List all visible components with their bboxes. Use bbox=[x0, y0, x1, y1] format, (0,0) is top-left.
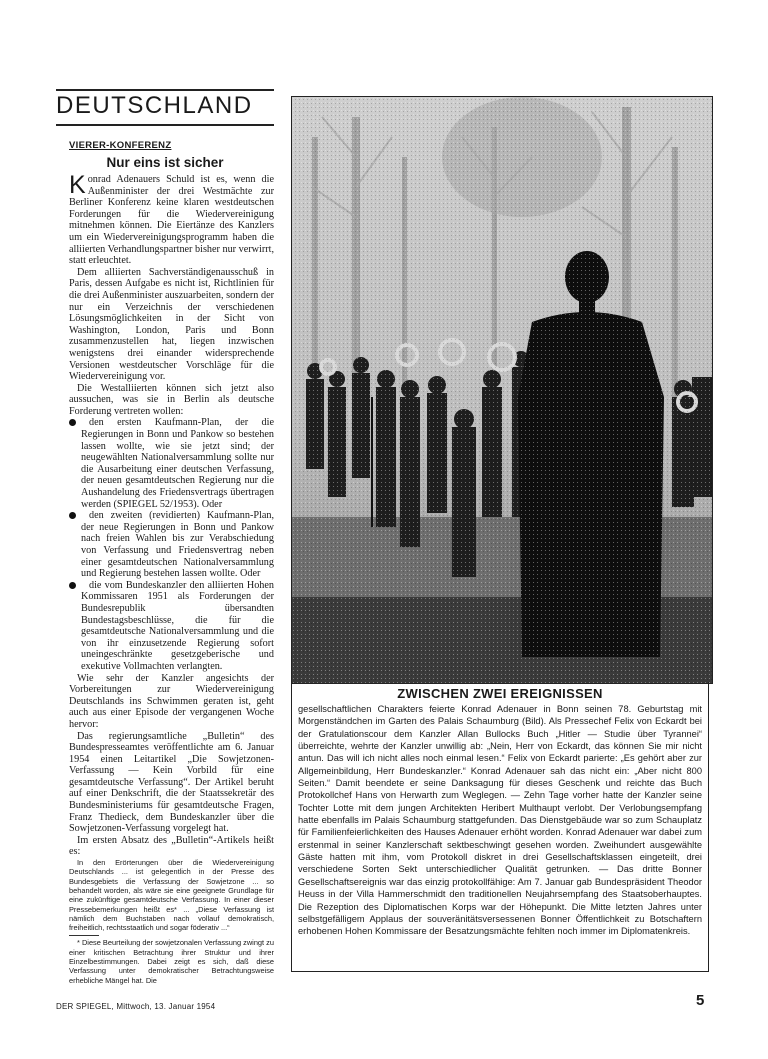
article-paragraph: Das regierungsamtliche „Bulletin“ des Bundespresseamtes veröffentlichte am 6. Januar 1954 einen Leitartikel „Die Sowjetzonen-Verfassung — Kein Vorbild für eine gesamtdeutsche Verfassung“. Der Artikel beruht auf einer Denkschrift, die der Staatssekretär des Bundesministeriums für gesamtdeutsche Fragen, Franz Thedieck, dem Bundeskanzler über die Sowjetzonen-Verfassung vorgelegt hat. bbox=[69, 730, 274, 835]
section-top-rule bbox=[56, 89, 274, 91]
caption-text: gesellschaftlichen Charakters feierte Konrad Adenauer in Bonn seinen 78. Geburtstag mit Morgenständchen im Garten des Palais Schaumburg (Bild). Als Pressechef Felix von Eckardt bei der Gratulationscour dem Kanzler Allan Bullocks Buch „Hitler — Studie über Tyrannei“ überreichte, wehrte der Kanzler unwillig ab: „Nein, Herr von Eckardt, das können Sie mir nicht antun. Das will ich nicht alles noch einmal lesen.“ Felix von Eckardt parierte: „Es gehört aber zur Allgemeinbildung, Herr Bundeskanzler.“ Konrad Adenauer sah das nicht ein: „Aber nicht 800 Seiten.“ Damit beendete er seine Danksagung für dieses Geschenk und reichte das Buch Protokollchef Hans von Herwarth zum Weglegen. — Zehn Tage vorher hatte der Kanzler seine Tochter Lotte mit dem jungen Architekten Heribert Multhaupt verlobt. Der Verlobungsempfang hatte ebenfalls im Palais Schaumburg stattgefunden. Das Dienstgebäude war so zum Schauplatz für Familienfeierlichkeiten des Hauses Adenauer erhöht worden. Konrad Adenauer war dabei zum erstenmal in seiner Kanzlerschaft sektbeschwingt gesehen worden. Zweihundert ausgewählte Gäste hatten mit ihm, vom Protokoll diskret in drei Gesellschaftsklassen eingeteilt, drei verschiedene Sorten Sekt unterschiedlicher Qualität getrunken. — Das dritte Bonner Gesellschaftsereignis war das einzig protokollfähige: Am 7. Januar gab Bundespräsident Theodor Heuss in der Villa Hammerschmidt den traditionellen Neujahrsempfang des Staatsoberhauptes. Die Rezeption des Diplomatischen Korps war der Höhepunkt. Die Mitte letzten Jahres unter selbstgefälligem Applaus der souveränitätsversessenen Bonner Öffentlichkeit zu Botschaftern erhobenen Hohen Kommissare der Besatzungsmächte fehlten noch immer im Diplomatenkreis. bbox=[298, 704, 702, 937]
footer-publication: DER SPIEGEL, Mittwoch, 13. Januar 1954 bbox=[56, 1002, 216, 1011]
article-paragraph: Wie sehr der Kanzler angesichts der Vorbereitungen zur Wiedervereinigung Deutschlands ins Schwimmen geraten ist, geht auch aus einer Episode der vergangenen Woche hervor: bbox=[69, 672, 274, 730]
bulletin-quote: In den Erörterungen über die Wiedervereinigung Deutschlands ... ist gelegentlich in der Presse des Bundesgebiets die Verfassung der Sowjetzone ... so behandelt worden, als wäre sie eine geeignete Grundlage für eine zukünftige gesamtdeutsche Verfassung. In einer dieser Pressebemerkungen heißt es* ... „Diese Verfassung ist nämlich dem Buchstaben nach vollauf demokratisch, freiheitlich, rechtsstaatlich und sogar föderativ ...“ bbox=[69, 858, 274, 933]
footnote-separator bbox=[69, 935, 99, 936]
section-title: DEUTSCHLAND bbox=[56, 92, 274, 126]
drop-cap: K bbox=[69, 171, 86, 199]
bullet-dot-icon bbox=[69, 582, 76, 589]
article-paragraph: Im ersten Absatz des „Bulletin“-Artikels heißt es: bbox=[69, 834, 274, 858]
article-body bbox=[69, 171, 274, 985]
article-paragraph: Dem alliierten Sachverständigenausschuß in Paris, dessen Aufgabe es nicht ist, Richtlinien für die drei Außenminister auszuarbeiten, sondern der nur ein Verzeichnis der verschiedenen Lösungsmöglichkeiten in der Sicht von Washington, London, Paris und Bonn zusammenzustellen hat, liegen inzwischen wenigstens drei einander widersprechende Versionen westdeutscher Vorschläge für die Wiedervereinigung vor. bbox=[69, 266, 274, 383]
article-headline: Nur eins ist sicher bbox=[106, 155, 224, 170]
photo-caption bbox=[291, 682, 709, 972]
bullet-dot-icon bbox=[69, 419, 76, 426]
caption-title: ZWISCHEN ZWEI EREIGNISSEN bbox=[397, 686, 603, 701]
page-number: 5 bbox=[696, 992, 705, 1009]
article-rubric: VIERER-KONFERENZ bbox=[69, 140, 172, 151]
bullet-item: den zweiten (revidierten) Kaufmann-Plan, der neue Regierungen in Bonn und Pankow nach freien Wahlen bis zur Verabschiedung von Verfassung und Friedensvertrag neben einer gesamtdeutschen Nationalversammlung und Regierung bestehen lassen wollte. Oder bbox=[69, 510, 274, 580]
bullet-dot-icon bbox=[69, 512, 76, 519]
news-photo bbox=[291, 96, 713, 684]
bullet-item: die vom Bundeskanzler den alliierten Hohen Kommissaren 1951 als Forderungen der Bundesrepublik übersandten Bundestagsbeschlüsse, die für die gesamtdeutsche Nationalversammlung und die von ihr einzusetzende Regierung sofort uneingeschränkte gesetzgeberische und exekutive Vollmachten verlangten. bbox=[69, 580, 274, 673]
article-paragraph: Konrad Adenauers Schuld ist es, wenn die Außenminister der drei Westmächte zur Berliner Konferenz keine klaren westdeutschen Forderungen für die Wiedervereinigung mitnehmen können. Die Eiertänze des Kanzlers um ein Wiedervereinigungsprogramm haben die alliierten Verhandlungspartner bisher nur verwirrt, statt erleuchtet. bbox=[69, 171, 274, 267]
article-paragraph: Die Westalliierten können sich jetzt also aussuchen, was sie in Berlin als deutsche Forderung vertreten wollen: bbox=[69, 382, 274, 417]
footnote: * Diese Beurteilung der sowjetzonalen Verfassung zwingt zu einer kritischen Betrachtung ihrer Struktur und ihrer Einzelbestimmungen. Dabei zeigt es sich, daß diese Verfassung unter demokratischer Betrachtungsweise erhebliche Mängel hat. Die bbox=[69, 938, 274, 985]
bullet-item: den ersten Kaufmann-Plan, der die Regierungen in Bonn und Pankow so bestehen lassen wollte, wie sie jetzt sind; der neugewählten Nationalversammlung sollte nur die Ausarbeitung einer deutschen Verfassung, der neuen gesamtdeutschen Regierung nur die Aushandelung des Friedensvertrags übertragen werden (SPIEGEL 52/1953). Oder bbox=[69, 417, 274, 510]
photo-illustration bbox=[292, 97, 712, 683]
